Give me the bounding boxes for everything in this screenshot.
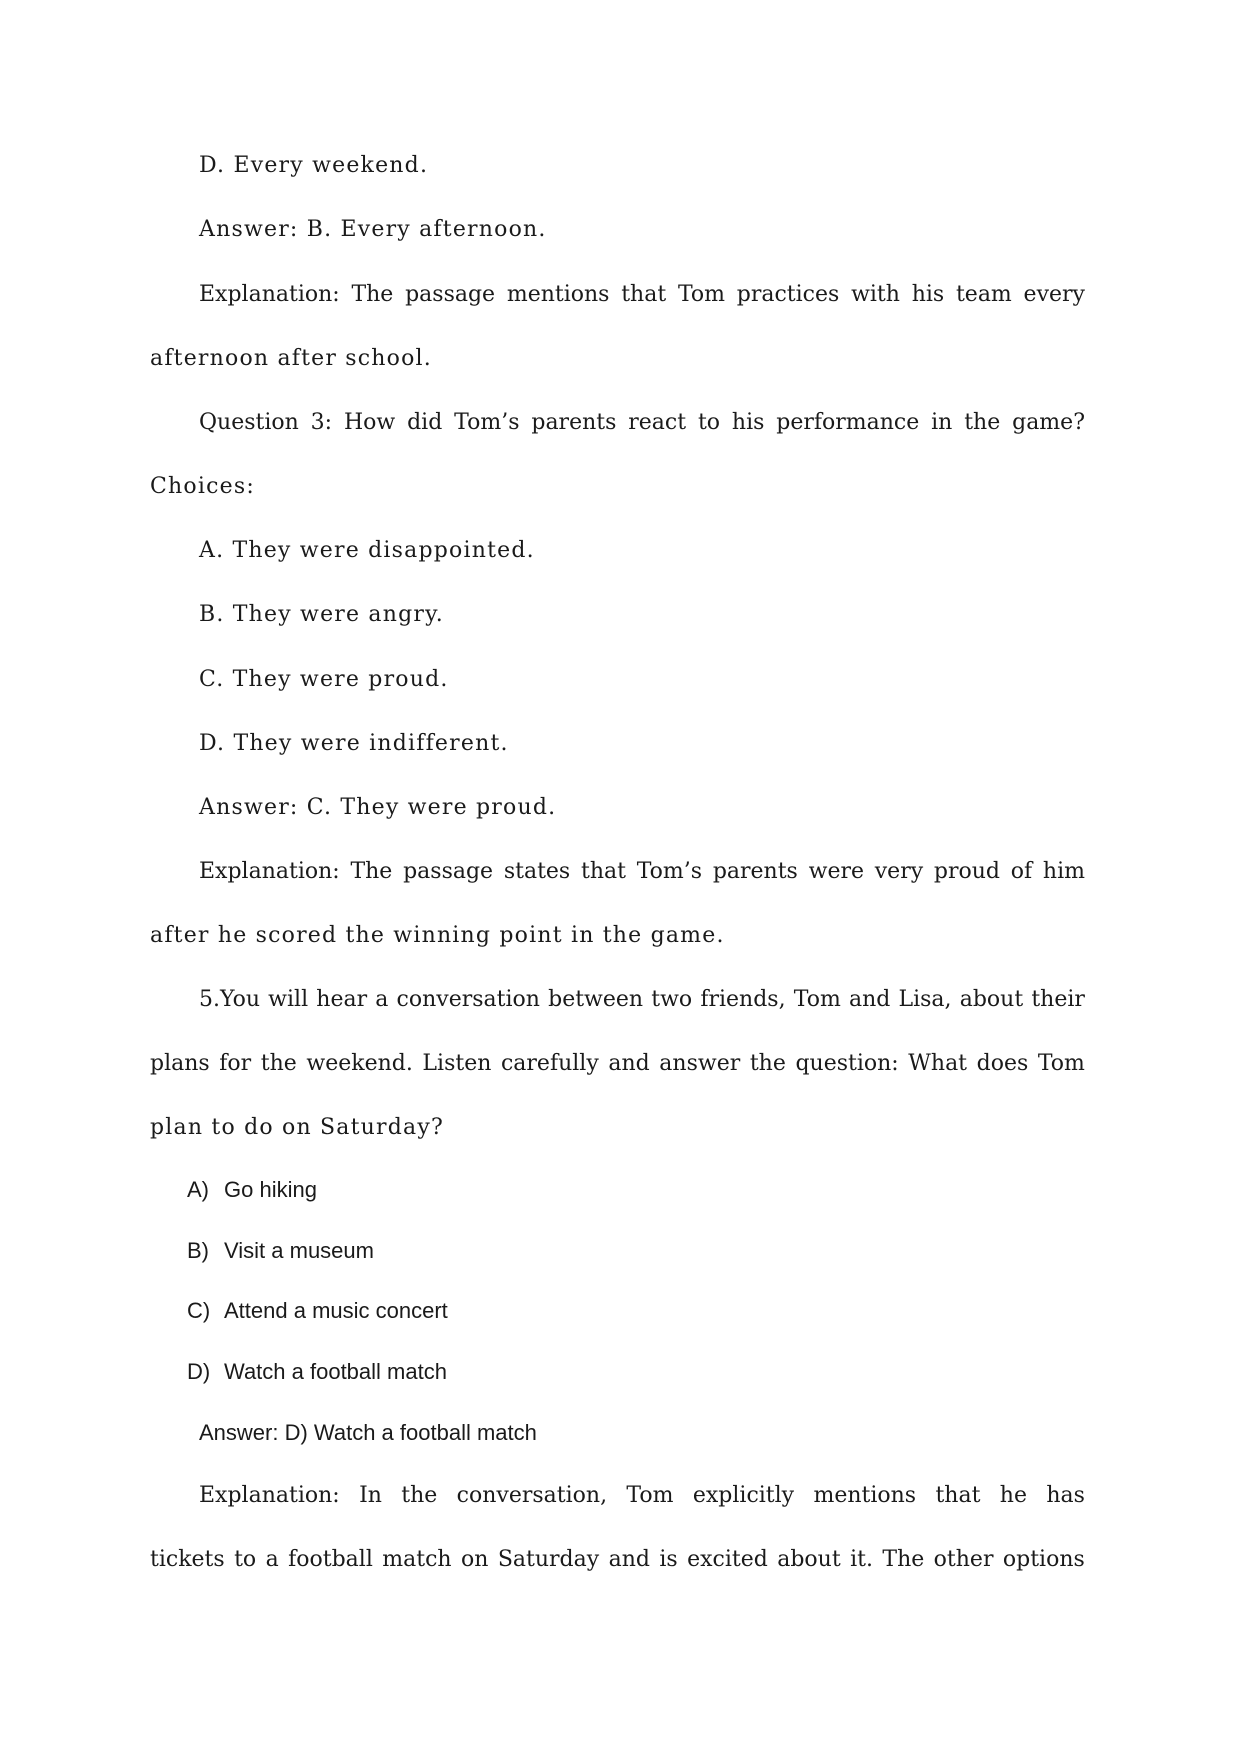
- word: hear: [316, 987, 368, 1012]
- q5-option-b-text: Visit a museum: [224, 1238, 374, 1263]
- word: that: [580, 859, 626, 884]
- word: to: [234, 1547, 257, 1572]
- word: it.: [850, 1547, 873, 1572]
- word: options: [1002, 1547, 1085, 1572]
- q5-option-b-letter: B): [187, 1238, 209, 1263]
- q3-question-line-2: Choices:: [150, 474, 255, 499]
- word: two: [651, 987, 693, 1012]
- q2-explanation-line-2: afternoon after school.: [150, 346, 432, 371]
- word: react: [628, 410, 687, 435]
- word: a: [375, 987, 389, 1012]
- word: Question: [199, 410, 299, 435]
- word: mentions: [506, 282, 610, 307]
- q3-choice-c: C. They were proud.: [199, 667, 449, 692]
- word: conversation,: [456, 1483, 608, 1508]
- word: his: [911, 282, 945, 307]
- word: The: [882, 1547, 925, 1572]
- word: very: [874, 859, 924, 884]
- word: every: [1023, 282, 1085, 307]
- word: Explanation:: [199, 859, 340, 884]
- word: for: [219, 1051, 252, 1076]
- word: How: [343, 410, 396, 435]
- word: The: [350, 859, 393, 884]
- q5-explanation-line-1: [199, 1481, 1085, 1511]
- word: 5.You: [199, 987, 261, 1012]
- word: Tom: [1037, 1051, 1085, 1076]
- q2-choice-d: D. Every weekend.: [199, 153, 429, 178]
- q2-answer: Answer: B. Every afternoon.: [199, 217, 547, 242]
- q3-question-line-1: [199, 408, 1085, 438]
- q3-explanation-line-1: [199, 857, 1085, 887]
- word: excited: [687, 1547, 768, 1572]
- word: and: [608, 1547, 650, 1572]
- word: and: [608, 1051, 650, 1076]
- word: friends,: [700, 987, 786, 1012]
- word: of: [1010, 859, 1033, 884]
- q5-question-line-1: [199, 985, 1085, 1015]
- word: proud: [933, 859, 1001, 884]
- word: passage: [403, 859, 494, 884]
- word: to: [697, 410, 721, 435]
- word: states: [503, 859, 571, 884]
- word: that: [935, 1483, 981, 1508]
- word: the: [401, 1483, 438, 1508]
- q5-option-c-letter: C): [187, 1298, 211, 1323]
- word: plans: [150, 1051, 210, 1076]
- word: football: [288, 1547, 373, 1572]
- word: Explanation:: [199, 282, 340, 307]
- word: Saturday: [497, 1547, 600, 1572]
- word: him: [1042, 859, 1085, 884]
- word: Tom: [626, 1483, 674, 1508]
- word: weekend.: [306, 1051, 413, 1076]
- word: parents: [712, 859, 798, 884]
- word: Tom’s: [454, 410, 520, 435]
- word: about: [959, 987, 1024, 1012]
- q5-option-d-letter: D): [187, 1359, 211, 1384]
- word: Tom’s: [636, 859, 703, 884]
- word: 3:: [310, 410, 333, 435]
- word: practices: [736, 282, 840, 307]
- q5-option-d-text: Watch a football match: [224, 1359, 447, 1384]
- word: the: [260, 1051, 297, 1076]
- word: performance: [776, 410, 920, 435]
- word: Lisa,: [898, 987, 952, 1012]
- word: in: [931, 410, 953, 435]
- word: he: [999, 1483, 1027, 1508]
- word: Explanation:: [199, 1483, 340, 1508]
- q3-choice-d: D. They were indifferent.: [199, 731, 509, 756]
- word: The: [351, 282, 394, 307]
- word: is: [659, 1547, 678, 1572]
- word: a: [265, 1547, 279, 1572]
- word: parents: [531, 410, 617, 435]
- q5-question-line-3: plan to do on Saturday?: [150, 1115, 444, 1140]
- word: Tom: [793, 987, 841, 1012]
- word: match: [382, 1547, 452, 1572]
- word: answer: [659, 1051, 741, 1076]
- word: passage: [405, 282, 496, 307]
- word: question:: [795, 1051, 899, 1076]
- q3-choice-b: B. They were angry.: [199, 602, 445, 627]
- q3-explanation-line-2: after he scored the winning point in the game.: [150, 923, 725, 948]
- q3-answer: Answer: C. They were proud.: [199, 795, 557, 820]
- q3-choice-a: A. They were disappointed.: [199, 538, 535, 563]
- word: between: [548, 987, 644, 1012]
- word: that: [621, 282, 667, 307]
- word: his: [731, 410, 765, 435]
- word: the: [749, 1051, 786, 1076]
- word: tickets: [150, 1547, 225, 1572]
- word: the: [964, 410, 1001, 435]
- word: were: [808, 859, 864, 884]
- word: will: [268, 987, 309, 1012]
- word: has: [1046, 1483, 1085, 1508]
- q5-option-a-letter: A): [187, 1177, 209, 1202]
- q5-answer: Answer: D) Watch a football match: [199, 1420, 537, 1445]
- word: other: [933, 1547, 994, 1572]
- q5-explanation-line-2: [150, 1545, 1085, 1575]
- word: explicitly: [692, 1483, 795, 1508]
- word: Listen: [422, 1051, 492, 1076]
- word: mentions: [813, 1483, 917, 1508]
- word: does: [976, 1051, 1029, 1076]
- q5-option-c-text: Attend a music concert: [224, 1298, 448, 1323]
- word: their: [1031, 987, 1085, 1012]
- word: In: [359, 1483, 382, 1508]
- q5-question-line-2: [150, 1049, 1085, 1079]
- word: with: [851, 282, 900, 307]
- word: conversation: [396, 987, 540, 1012]
- word: about: [777, 1547, 841, 1572]
- word: and: [848, 987, 891, 1012]
- word: Tom: [677, 282, 726, 307]
- word: carefully: [500, 1051, 599, 1076]
- q5-option-a-text: Go hiking: [224, 1177, 317, 1202]
- word: on: [461, 1547, 489, 1572]
- word: did: [407, 410, 443, 435]
- word: game?: [1012, 410, 1085, 435]
- q2-explanation-line-1: [199, 280, 1085, 310]
- word: What: [908, 1051, 968, 1076]
- word: team: [955, 282, 1012, 307]
